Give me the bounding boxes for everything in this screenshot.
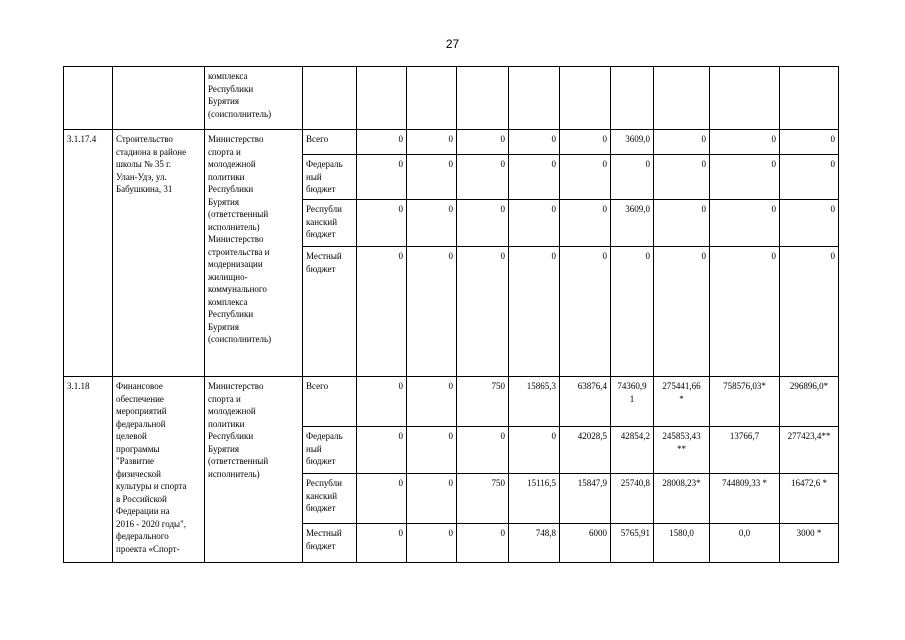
- value-cell: 0: [710, 247, 780, 377]
- value-cell: 0: [654, 155, 710, 200]
- value-cell: 245853,43 **: [654, 427, 710, 474]
- value-cell: 6000: [560, 524, 611, 563]
- value-cell: 758576,03*: [710, 377, 780, 427]
- value-cell: 0: [407, 474, 457, 524]
- source-label: Местный бюджет: [303, 247, 357, 377]
- value-cell: 275441,66 *: [654, 377, 710, 427]
- value-cell: 0: [357, 377, 407, 427]
- value-cell: 0: [560, 155, 611, 200]
- source-label: Всего: [303, 377, 357, 427]
- value-cell: 3000 *: [780, 524, 839, 563]
- value-cell: 0: [611, 155, 654, 200]
- value-cell: 0: [457, 427, 509, 474]
- value-cell: 0,0: [710, 524, 780, 563]
- value-cell: 296896,0*: [780, 377, 839, 427]
- value-cell: 15116,5: [509, 474, 560, 524]
- value-cell: 0: [654, 247, 710, 377]
- value-cell: 0: [611, 247, 654, 377]
- value-cell: 0: [357, 427, 407, 474]
- value-cell: 3609,0: [611, 200, 654, 247]
- row-code: 3.1.17.4: [64, 130, 113, 377]
- executor-cell: комплекса Республики Бурятия (соисполнитель): [205, 67, 303, 130]
- value-cell: 277423,4**: [780, 427, 839, 474]
- value-cell: 0: [457, 155, 509, 200]
- value-cell: 15847,9: [560, 474, 611, 524]
- source-label: Федераль ный бюджет: [303, 155, 357, 200]
- value-cell: 42854,2: [611, 427, 654, 474]
- value-cell: 0: [710, 200, 780, 247]
- table-row: [64, 377, 839, 427]
- row-name: Финансовое обеспечение мероприятий федеральной целевой программы "Развитие физической культуры и спорта в Российской Федерации на 2016 - 2020 годы", федерального проекта «Спорт-: [113, 377, 205, 563]
- value-cell: 0: [357, 247, 407, 377]
- value-cell: 1580,0: [654, 524, 710, 563]
- value-cell: 0: [560, 200, 611, 247]
- value-cell: 0: [654, 130, 710, 155]
- value-cell: 13766,7: [710, 427, 780, 474]
- value-cell: 0: [357, 200, 407, 247]
- value-cell: 0: [457, 130, 509, 155]
- value-cell: 750: [457, 474, 509, 524]
- value-cell: 748,8: [509, 524, 560, 563]
- source-label: Республи канский бюджет: [303, 474, 357, 524]
- value-cell: 3609,0: [611, 130, 654, 155]
- value-cell: 0: [710, 130, 780, 155]
- value-cell: 0: [407, 524, 457, 563]
- value-cell: 0: [357, 474, 407, 524]
- value-cell: 0: [407, 200, 457, 247]
- value-cell: 0: [407, 155, 457, 200]
- value-cell: 0: [457, 200, 509, 247]
- value-cell: 28008,23*: [654, 474, 710, 524]
- value-cell: 15865,3: [509, 377, 560, 427]
- row-executors: Министерство спорта и молодежной политики Республики Бурятия (ответственный исполнитель) Министерство строительства и модернизации жилищно- коммунального комплекса Республики Бурятия (соисполнитель): [205, 130, 303, 377]
- value-cell: 0: [357, 524, 407, 563]
- value-cell: 750: [457, 377, 509, 427]
- row-name: Строительство стадиона в районе школы № 35 г. Улан-Удэ, ул. Бабушкина, 31: [113, 130, 205, 377]
- value-cell: 0: [710, 155, 780, 200]
- page-number: 27: [445, 37, 460, 51]
- value-cell: 0: [780, 200, 839, 247]
- value-cell: 5765,91: [611, 524, 654, 563]
- value-cell: 0: [654, 200, 710, 247]
- financing-table: [63, 66, 839, 563]
- value-cell: 0: [407, 377, 457, 427]
- value-cell: 74360,9 1: [611, 377, 654, 427]
- table-row: [64, 67, 839, 130]
- value-cell: 0: [457, 247, 509, 377]
- value-cell: 42028,5: [560, 427, 611, 474]
- value-cell: 0: [457, 524, 509, 563]
- source-label: Местный бюджет: [303, 524, 357, 563]
- value-cell: 0: [407, 427, 457, 474]
- value-cell: 0: [407, 247, 457, 377]
- value-cell: 0: [509, 200, 560, 247]
- source-label: Всего: [303, 130, 357, 155]
- value-cell: 0: [407, 130, 457, 155]
- source-label: Федераль ный бюджет: [303, 427, 357, 474]
- value-cell: 25740,8: [611, 474, 654, 524]
- source-label: Республи канский бюджет: [303, 200, 357, 247]
- value-cell: 0: [357, 130, 407, 155]
- value-cell: 0: [509, 130, 560, 155]
- value-cell: 0: [509, 427, 560, 474]
- value-cell: 0: [560, 247, 611, 377]
- value-cell: 0: [780, 130, 839, 155]
- value-cell: 744809,33 *: [710, 474, 780, 524]
- row-code: 3.1.18: [64, 377, 113, 563]
- value-cell: 0: [509, 247, 560, 377]
- value-cell: 63876,4: [560, 377, 611, 427]
- value-cell: 0: [357, 155, 407, 200]
- row-executors: Министерство спорта и молодежной политики Республики Бурятия (ответственный исполнитель): [205, 377, 303, 563]
- value-cell: 0: [560, 130, 611, 155]
- value-cell: 0: [780, 247, 839, 377]
- value-cell: 0: [509, 155, 560, 200]
- value-cell: 16472,6 *: [780, 474, 839, 524]
- table-row: [64, 130, 839, 155]
- value-cell: 0: [780, 155, 839, 200]
